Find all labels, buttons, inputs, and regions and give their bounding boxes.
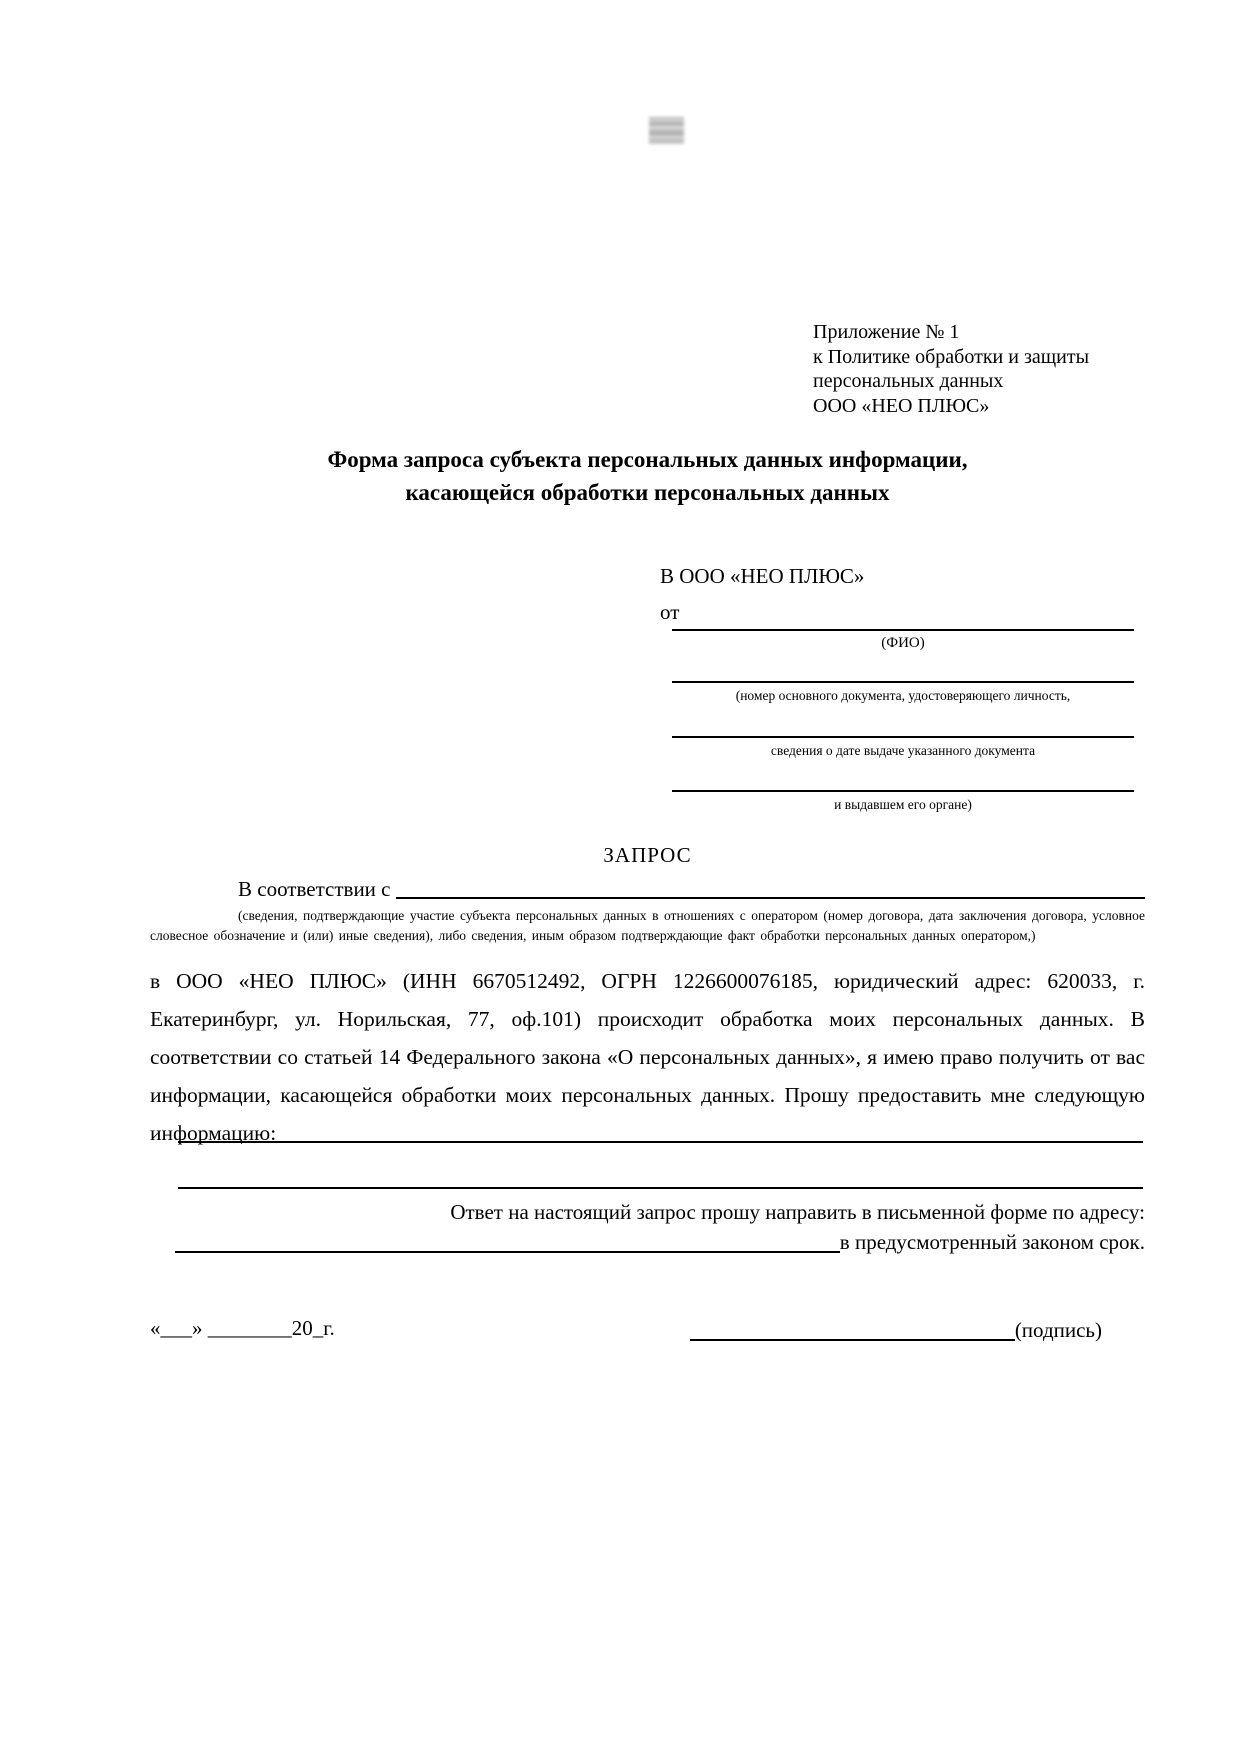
signature-line [690, 1316, 1102, 1344]
fill-field-issue-date [672, 736, 1134, 759]
fill-field-caption: (ФИО) [881, 635, 925, 651]
addressee-to: В ООО «НЕО ПЛЮС» [660, 564, 865, 588]
appendix-line: ООО «НЕО ПЛЮС» [813, 394, 990, 417]
appendix-reference-block [813, 320, 1089, 418]
embedded-thumbnail-image [649, 117, 684, 144]
document-title-line: Форма запроса субъекта персональных данных информации, [327, 447, 968, 472]
response-line-tail: в предусмотренный законом срок. [839, 1230, 1145, 1254]
blank-fill-line [178, 1141, 1143, 1143]
blank-underline [396, 896, 1145, 899]
appendix-line: к Политике обработки и защиты [813, 345, 1090, 368]
blank-underline [175, 1250, 840, 1253]
response-address-line [150, 1228, 1145, 1256]
request-intro-text: В соответствии с [238, 877, 396, 901]
fill-field-fio [672, 629, 1134, 652]
appendix-line: персональных данных [813, 370, 1004, 392]
request-body-paragraph: в ООО «НЕО ПЛЮС» (ИНН 6670512492, ОГРН 1226600076185, юридический адрес: 620033, г. Екатеринбург, ул. Норильская, 77, оф.101) происходит обработка моих персональных данных. В соответствии со статьей 14 Федерального закона «О персональных данных», я имею право получить от вас информации, касающейся обработки моих персональных данных. Прошу предоставить мне следующую информацию: [150, 969, 1145, 1145]
fill-field-caption: и выдавшем его органе) [834, 797, 972, 812]
fine-print-note: (сведения, подтверждающие участие субъекта персональных данных в отношениях с оператором (номер договора, дата заключения договора, условное словесное обозначение и (или) иные сведения), либо сведения, иным образом подтверждающие факт обработки персональных данных оператором,) [150, 908, 1145, 943]
fill-field-caption: (номер основного документа, удостоверяющего личность, [735, 688, 1071, 703]
addressee-block [660, 558, 864, 630]
response-request-line: Ответ на настоящий запрос прошу направить в письменной форме по адресу: [450, 1200, 1145, 1224]
document-title-line: касающейся обработки персональных данных [405, 480, 890, 505]
request-heading: ЗАПРОС [603, 843, 692, 867]
request-intro-line [150, 876, 1145, 903]
date-fill-label: «___» ________20_г. [150, 1316, 335, 1340]
appendix-line: Приложение № 1 [813, 321, 960, 343]
fill-field-caption: сведения о дате выдаче указанного документа [770, 743, 1036, 758]
blank-fill-line [178, 1187, 1143, 1189]
fill-field-document-number [672, 681, 1134, 704]
document-title [150, 443, 1145, 509]
signature-caption: (подпись) [1014, 1318, 1102, 1342]
fill-field-issuing-authority [672, 790, 1134, 813]
signature-underline [690, 1338, 1015, 1341]
addressee-from: от [660, 600, 680, 624]
